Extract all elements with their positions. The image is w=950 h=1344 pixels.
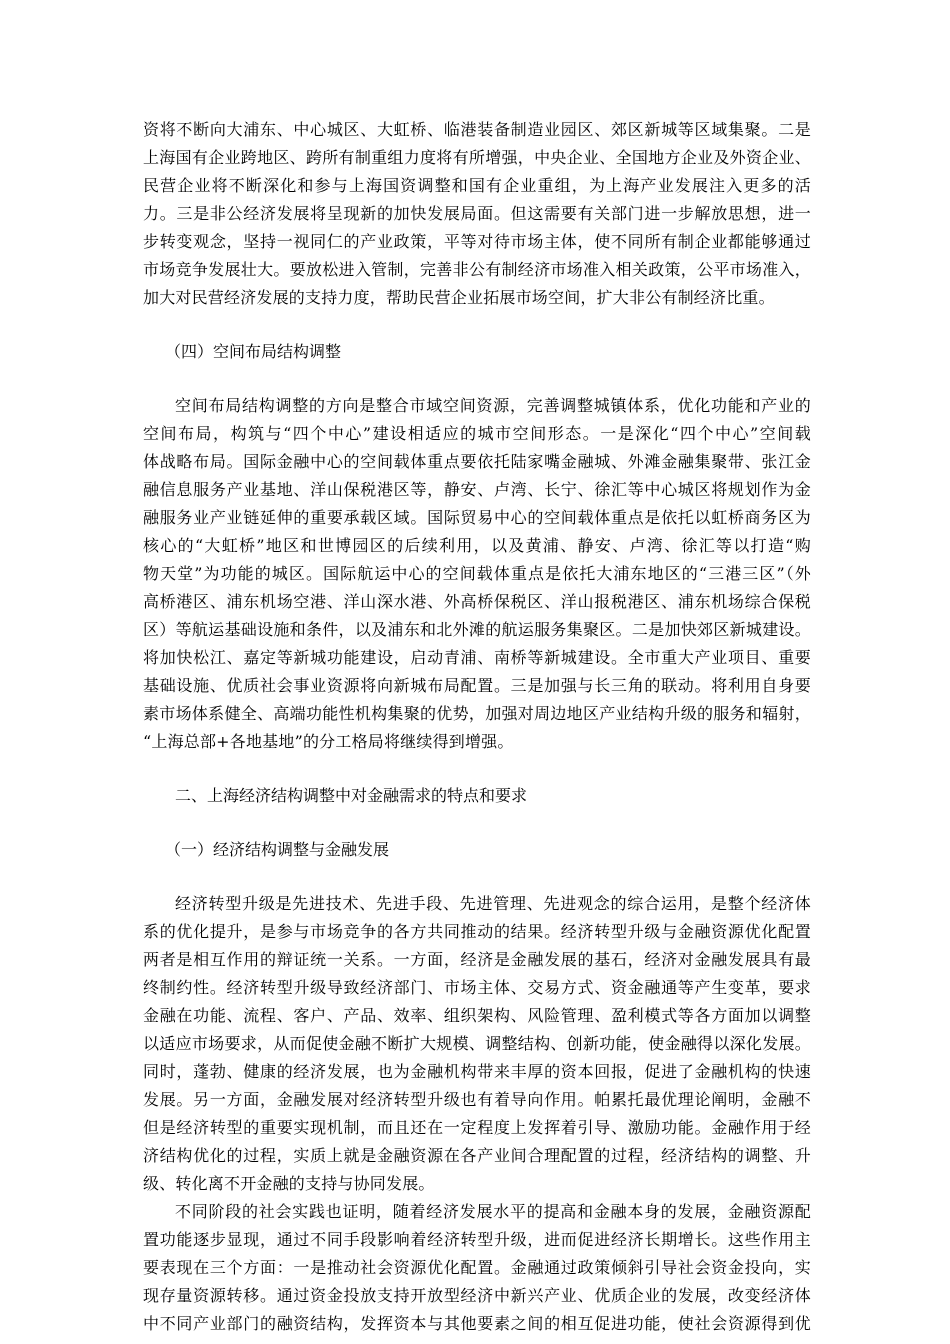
body-text-line: 置功能逐步显现，通过不同手段影响着经济转型升级，进而促进经济长期增长。这些作用主: [143, 1230, 811, 1249]
body-text-line: 素市场体系健全、高端功能性机构集聚的优势，加强对周边地区产业结构升级的服务和辐射，: [143, 704, 811, 723]
body-text-line: 加大对民营经济发展的支持力度，帮助民营企业拓展市场空间，扩大非公有制经济比重。: [143, 288, 775, 307]
body-text-line: 高桥港区、浦东机场空港、洋山深水港、外高桥保税区、洋山报税港区、浦东机场综合保税: [143, 592, 811, 611]
body-text-line: 现存量资源转移。通过资金投放支持开放型经济中新兴产业、优质企业的发展，改变经济体: [143, 1286, 811, 1305]
body-text-line: 终制约性。经济转型升级导致经济部门、市场主体、交易方式、资金融通等产生变革，要求: [143, 978, 811, 997]
body-text-line: 空间布局结构调整的方向是整合市域空间资源，完善调整城镇体系，优化功能和产业的: [175, 396, 811, 415]
body-text-line: “上海总部+各地基地”的分工格局将继续得到增强。: [143, 732, 514, 751]
body-text-line: 将加快松江、嘉定等新城功能建设，启动青浦、南桥等新城建设。全市重大产业项目、重要: [143, 648, 811, 667]
body-text-line: 系的优化提升，是参与市场竞争的各方共同推动的结果。经济转型升级与金融资源优化配置: [143, 922, 811, 941]
body-text-line: 体战略布局。国际金融中心的空间载体重点要依托陆家嘴金融城、外滩金融集聚带、张江金: [143, 452, 811, 471]
body-text-line: 民营企业将不断深化和参与上海国资调整和国有企业重组，为上海产业发展注入更多的活: [143, 176, 811, 195]
body-text-line: 以适应市场要求，从而促使金融不断扩大规模、调整结构、创新功能，使金融得以深化发展。: [143, 1034, 811, 1053]
body-text-line: 融信息服务产业基地、洋山保税港区等，静安、卢湾、长宁、徐汇等中心城区将规划作为金: [143, 480, 811, 499]
body-text-line: 空间布局，构筑与“四个中心”建设相适应的城市空间形态。一是深化“四个中心”空间载: [143, 424, 811, 443]
body-text-line: 级、转化离不开金融的支持与协同发展。: [143, 1174, 435, 1193]
section-heading: （四）空间布局结构调整: [165, 342, 342, 361]
body-text-line: 步转变观念，坚持一视同仁的产业政策，平等对待市场主体，使不同所有制企业都能够通过: [143, 232, 811, 251]
body-text-line: 金融在功能、流程、客户、产品、效率、组织架构、风险管理、盈利模式等各方面加以调整: [143, 1006, 811, 1025]
body-text-line: 市场竞争发展壮大。要放松进入管制，完善非公有制经济市场准入相关政策，公平市场准入，: [143, 260, 811, 279]
body-text-line: 基础设施、优质社会事业资源将向新城布局配置。三是加强与长三角的联动。将利用自身要: [143, 676, 811, 695]
section-heading: （一）经济结构调整与金融发展: [165, 840, 390, 859]
chapter-heading: 二、上海经济结构调整中对金融需求的特点和要求: [175, 786, 528, 805]
body-text-line: 同时，蓬勃、健康的经济发展，也为金融机构带来丰厚的资本回报，促进了金融机构的快速: [143, 1062, 811, 1081]
body-text-line: 两者是相互作用的辩证统一关系。一方面，经济是金融发展的基石，经济对金融发展具有最: [143, 950, 811, 969]
body-text-line: 经济转型升级是先进技术、先进手段、先进管理、先进观念的综合运用，是整个经济体: [175, 894, 811, 913]
body-text-line: 区）等航运基础设施和条件，以及浦东和北外滩的航运服务集聚区。二是加快郊区新城建设。: [143, 620, 811, 639]
body-text-line: 资将不断向大浦东、中心城区、大虹桥、临港装备制造业园区、郊区新城等区域集聚。二是: [143, 120, 811, 139]
body-text-line: 济结构优化的过程，实质上就是金融资源在各产业间合理配置的过程，经济结构的调整、升: [143, 1146, 811, 1165]
body-text-line: 物天堂”为功能的城区。国际航运中心的空间载体重点是依托大浦东地区的“三港三区”（外: [143, 564, 811, 583]
body-text-line: 融服务业产业链延伸的重要承载区域。国际贸易中心的空间载体重点是依托以虹桥商务区为: [143, 508, 811, 527]
body-text-line: 发展。另一方面，金融发展对经济转型升级也有着导向作用。帕累托最优理论阐明，金融不: [143, 1090, 811, 1109]
body-text-line: 中不同产业部门的融资结构，发挥资本与其他要素之间的相互促进功能，使社会资源得到优: [143, 1314, 811, 1333]
body-text-line: 上海国有企业跨地区、跨所有制重组力度将有所增强，中央企业、全国地方企业及外资企业、: [143, 148, 811, 167]
body-text-line: 但是经济转型的重要实现机制，而且还在一定程度上发挥着引导、激励功能。金融作用于经: [143, 1118, 811, 1137]
body-text-line: 要表现在三个方面：一是推动社会资源优化配置。金融通过政策倾斜引导社会资金投向，实: [143, 1258, 811, 1277]
body-text-line: 核心的“大虹桥”地区和世博园区的后续利用，以及黄浦、静安、卢湾、徐汇等以打造“购: [143, 536, 811, 555]
body-text-line: 力。三是非公经济发展将呈现新的加快发展局面。但这需要有关部门进一步解放思想，进一: [143, 204, 811, 223]
body-text-line: 不同阶段的社会实践也证明，随着经济发展水平的提高和金融本身的发展，金融资源配: [175, 1202, 811, 1221]
